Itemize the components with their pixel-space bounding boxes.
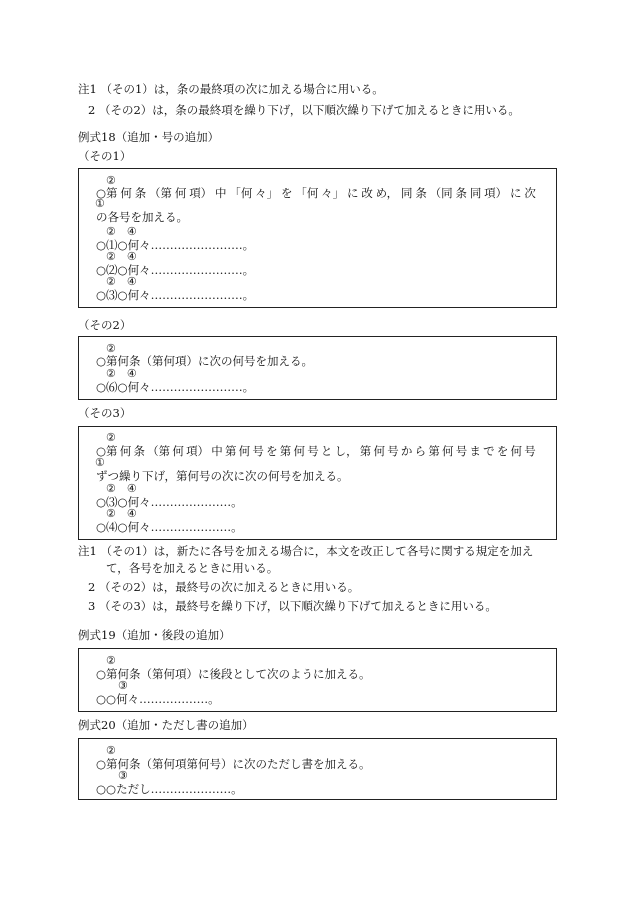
- text-token: 次: [524, 186, 536, 200]
- text-token: 第: [279, 444, 292, 458]
- note-1: 注1 （その1）は，新たに各号を加える場合に，本文を改正して各号に関する規定を加え: [78, 544, 534, 558]
- text-token: 項）: [189, 186, 213, 200]
- text-token: 第: [359, 444, 372, 458]
- note-1-continuation: て，各号を加えるときに用いる。: [106, 561, 279, 575]
- circled-mark: ②: [106, 174, 116, 187]
- text-token: 何: [120, 186, 132, 200]
- text-token: （同: [429, 186, 453, 200]
- text-token: 何: [119, 444, 132, 458]
- text-token: 号: [387, 444, 399, 458]
- amendment-line: [96, 186, 536, 200]
- example-19-title: 例式19（追加・後段の追加）: [78, 628, 231, 642]
- text-token: 項）: [186, 444, 210, 458]
- amendment-line: ○第何条（第何項）に次の何号を加える。: [96, 354, 314, 368]
- text-token: 何: [174, 186, 187, 200]
- text-token: 中: [215, 186, 227, 200]
- text-token: 中: [211, 444, 223, 458]
- list-item: ○⑷○何々…………………。: [96, 520, 243, 534]
- circled-mark: ②: [106, 342, 116, 355]
- text-token: 項）: [484, 186, 508, 200]
- list-item: ○⑹○何々……………………。: [96, 380, 255, 394]
- text-token: ○第: [96, 186, 118, 200]
- note-2: 2 （その2）は，最終号の次に加えるときに用いる。: [88, 580, 360, 594]
- amendment-line: ずつ繰り下げ，第何号の次に次の何号を加える。: [96, 469, 349, 483]
- circled-mark-pair: ② ④: [106, 482, 137, 495]
- text-token: 「何: [295, 186, 319, 200]
- text-token: 「何: [229, 186, 253, 200]
- text-token: か: [400, 444, 413, 458]
- text-token: ら: [414, 444, 427, 458]
- text-token: 号: [252, 444, 264, 458]
- text-token: ○第: [96, 444, 118, 458]
- text-token: 何: [293, 444, 305, 458]
- text-token: 第: [428, 444, 440, 458]
- text-token: し，: [334, 444, 358, 458]
- text-token: を: [496, 444, 509, 458]
- text-token: 何: [172, 444, 184, 458]
- text-token: （第: [149, 186, 173, 200]
- text-token: 何: [373, 444, 385, 458]
- text-token: 改: [361, 186, 373, 200]
- circled-mark-pair: ② ④: [106, 367, 137, 380]
- text-token: 条: [455, 186, 467, 200]
- amendment-line: ○第何条（第何項）に後段として次のように加える。: [96, 667, 371, 681]
- circled-mark: ②: [106, 654, 116, 667]
- note-2: 2 （その2）は，条の最終項を繰り下げ，以下順次繰り下げて加えるときに用いる。: [88, 103, 520, 117]
- text-token: で: [483, 444, 495, 458]
- note-3: 3 （その3）は，最終号を繰り下げ，以下順次繰り下げて加えるときに用いる。: [88, 599, 497, 613]
- text-token: 同: [401, 186, 413, 200]
- text-token: 条: [134, 186, 147, 200]
- example-20-title: 例式20（追加・ただし書の追加）: [78, 718, 254, 732]
- list-item: ○⑶○何々……………………。: [96, 288, 255, 302]
- circled-mark-pair: ② ④: [106, 250, 137, 263]
- list-item: ○⑴○何々……………………。: [96, 238, 255, 252]
- circled-mark: ①: [95, 456, 105, 469]
- text-token: と: [320, 444, 333, 458]
- circled-mark-pair: ② ④: [106, 507, 137, 520]
- text-token: 同: [469, 186, 482, 200]
- text-token: を: [266, 444, 278, 458]
- note-1: 注1 （その1）は，条の最終項の次に加える場合に用いる。: [78, 82, 384, 96]
- text-token: を: [281, 186, 293, 200]
- text-token: 第: [224, 444, 237, 458]
- text-token: （第: [147, 444, 171, 458]
- text-token: 号: [455, 444, 468, 458]
- circled-mark: ③: [118, 679, 128, 692]
- circled-mark: ①: [95, 197, 105, 210]
- circled-mark: ③: [118, 769, 128, 782]
- circled-mark: ②: [106, 744, 116, 757]
- circled-mark-pair: ② ④: [106, 275, 137, 288]
- amendment-line: [96, 444, 536, 458]
- text-token: 号: [307, 444, 319, 458]
- example-18-part-2-label: （その2）: [78, 318, 132, 332]
- text-token: に: [346, 186, 359, 200]
- circled-mark: ②: [106, 431, 116, 444]
- text-token: ま: [469, 444, 481, 458]
- amendment-line: の各号を加える。: [96, 210, 188, 224]
- amendment-line: ○○ただし…………………。: [96, 782, 243, 796]
- list-item: ○⑶○何々…………………。: [96, 495, 243, 509]
- amendment-line: ○第何条（第何項第何号）に次のただし書を加える。: [96, 757, 371, 771]
- text-token: 何: [510, 444, 523, 458]
- text-token: 何: [442, 444, 454, 458]
- text-token: 何: [238, 444, 251, 458]
- text-token: め，: [375, 186, 399, 200]
- example-18-part-1-label: （その1）: [78, 149, 132, 163]
- text-token: 々」: [321, 186, 345, 200]
- circled-mark-pair: ② ④: [106, 225, 137, 238]
- text-token: 号: [524, 444, 536, 458]
- list-item: ○⑵○何々……………………。: [96, 263, 255, 277]
- example-18-title: 例式18（追加・号の追加）: [78, 130, 220, 144]
- text-token: 条: [415, 186, 427, 200]
- example-18-part-3-label: （その3）: [78, 406, 132, 420]
- text-token: 条: [133, 444, 145, 458]
- text-token: に: [509, 186, 522, 200]
- text-token: 々」: [255, 186, 279, 200]
- amendment-line: ○○何々………………。: [96, 692, 220, 706]
